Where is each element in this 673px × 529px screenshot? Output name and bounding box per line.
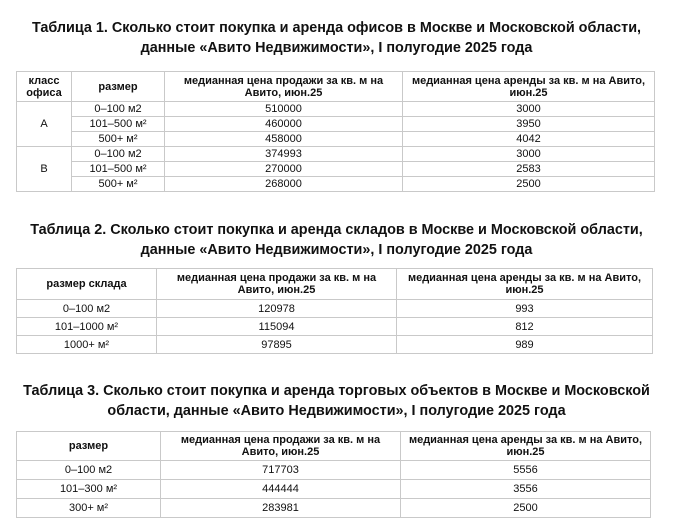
table3-retail bbox=[16, 431, 651, 518]
table3-header-rent: медианная цена аренды за кв. м на Авито, июн.25 bbox=[401, 432, 651, 461]
table-row bbox=[17, 480, 651, 499]
rent-price-cell: 989 bbox=[397, 336, 653, 354]
size-cell: 101–1000 м² bbox=[17, 318, 157, 336]
rent-price-cell: 2583 bbox=[403, 162, 655, 177]
size-cell: 1000+ м² bbox=[17, 336, 157, 354]
size-cell: 0–100 м2 bbox=[17, 300, 157, 318]
size-cell: 500+ м² bbox=[72, 132, 165, 147]
table-row bbox=[17, 147, 655, 162]
table3-title bbox=[0, 381, 673, 421]
size-cell: 500+ м² bbox=[72, 177, 165, 192]
rent-price-cell: 2500 bbox=[401, 499, 651, 518]
rent-price-cell: 993 bbox=[397, 300, 653, 318]
size-cell: 101–500 м² bbox=[72, 117, 165, 132]
size-cell: 0–100 м2 bbox=[17, 461, 161, 480]
sale-price-cell: 460000 bbox=[165, 117, 403, 132]
rent-price-cell: 3556 bbox=[401, 480, 651, 499]
size-cell: 101–500 м² bbox=[72, 162, 165, 177]
table-row bbox=[17, 177, 655, 192]
table-row bbox=[17, 318, 653, 336]
sale-price-cell: 374993 bbox=[165, 147, 403, 162]
table-row bbox=[17, 162, 655, 177]
table1-header-rent: медианная цена аренды за кв. м на Авито, июн.25 bbox=[403, 72, 655, 102]
sale-price-cell: 444444 bbox=[161, 480, 401, 499]
table-row bbox=[17, 102, 655, 117]
table3-header-sale: медианная цена продажи за кв. м на Авито, июн.25 bbox=[161, 432, 401, 461]
table-row bbox=[17, 499, 651, 518]
table1-offices bbox=[16, 71, 655, 192]
table1-header-row bbox=[17, 72, 655, 102]
rent-price-cell: 3000 bbox=[403, 102, 655, 117]
table1-header-sale: медианная цена продажи за кв. м на Авито, июн.25 bbox=[165, 72, 403, 102]
table1-title-line2: данные «Авито Недвижимости», I полугодие 2025 года bbox=[140, 40, 533, 56]
table-row bbox=[17, 132, 655, 147]
rent-price-cell: 5556 bbox=[401, 461, 651, 480]
table3-header-row bbox=[17, 432, 651, 461]
table1-title bbox=[0, 18, 673, 58]
sale-price-cell: 120978 bbox=[157, 300, 397, 318]
table1-title-line1: Таблица 1. Сколько стоит покупка и аренда офисов в Москве и Московской области, bbox=[31, 20, 642, 36]
table2-header-rent: медианная цена аренды за кв. м на Авито, июн.25 bbox=[397, 269, 653, 300]
sale-price-cell: 458000 bbox=[165, 132, 403, 147]
size-cell: 0–100 м2 bbox=[72, 147, 165, 162]
size-cell: 0–100 м2 bbox=[72, 102, 165, 117]
table3-title-line2: области, данные «Авито Недвижимости», I полугодие 2025 года bbox=[107, 403, 566, 419]
sale-price-cell: 283981 bbox=[161, 499, 401, 518]
size-cell: 101–300 м² bbox=[17, 480, 161, 499]
rent-price-cell: 2500 bbox=[403, 177, 655, 192]
size-cell: 300+ м² bbox=[17, 499, 161, 518]
table-row bbox=[17, 336, 653, 354]
table2-header-row bbox=[17, 269, 653, 300]
rent-price-cell: 812 bbox=[397, 318, 653, 336]
sale-price-cell: 717703 bbox=[161, 461, 401, 480]
table2-header-size: размер склада bbox=[17, 269, 157, 300]
table-row bbox=[17, 461, 651, 480]
table2-title-line2: данные «Авито Недвижимости», I полугодие 2025 года bbox=[140, 242, 533, 258]
office-class-cell: A bbox=[17, 102, 72, 147]
sale-price-cell: 268000 bbox=[165, 177, 403, 192]
sale-price-cell: 270000 bbox=[165, 162, 403, 177]
table2-title-line1: Таблица 2. Сколько стоит покупка и аренда складов в Москве и Московской области, bbox=[30, 222, 643, 238]
table1-header-size: размер bbox=[72, 72, 165, 102]
rent-price-cell: 3950 bbox=[403, 117, 655, 132]
rent-price-cell: 4042 bbox=[403, 132, 655, 147]
table3-title-line1: Таблица 3. Сколько стоит покупка и аренда торговых объектов в Москве и Московской bbox=[23, 383, 650, 399]
sale-price-cell: 115094 bbox=[157, 318, 397, 336]
table-row bbox=[17, 117, 655, 132]
table2-warehouses bbox=[16, 268, 653, 354]
sale-price-cell: 97895 bbox=[157, 336, 397, 354]
table-row bbox=[17, 300, 653, 318]
sale-price-cell: 510000 bbox=[165, 102, 403, 117]
table2-title bbox=[0, 220, 673, 260]
table3-header-size: размер bbox=[17, 432, 161, 461]
office-class-cell: B bbox=[17, 147, 72, 192]
table1-header-class: класс офиса bbox=[17, 72, 72, 102]
rent-price-cell: 3000 bbox=[403, 147, 655, 162]
table2-header-sale: медианная цена продажи за кв. м на Авито, июн.25 bbox=[157, 269, 397, 300]
